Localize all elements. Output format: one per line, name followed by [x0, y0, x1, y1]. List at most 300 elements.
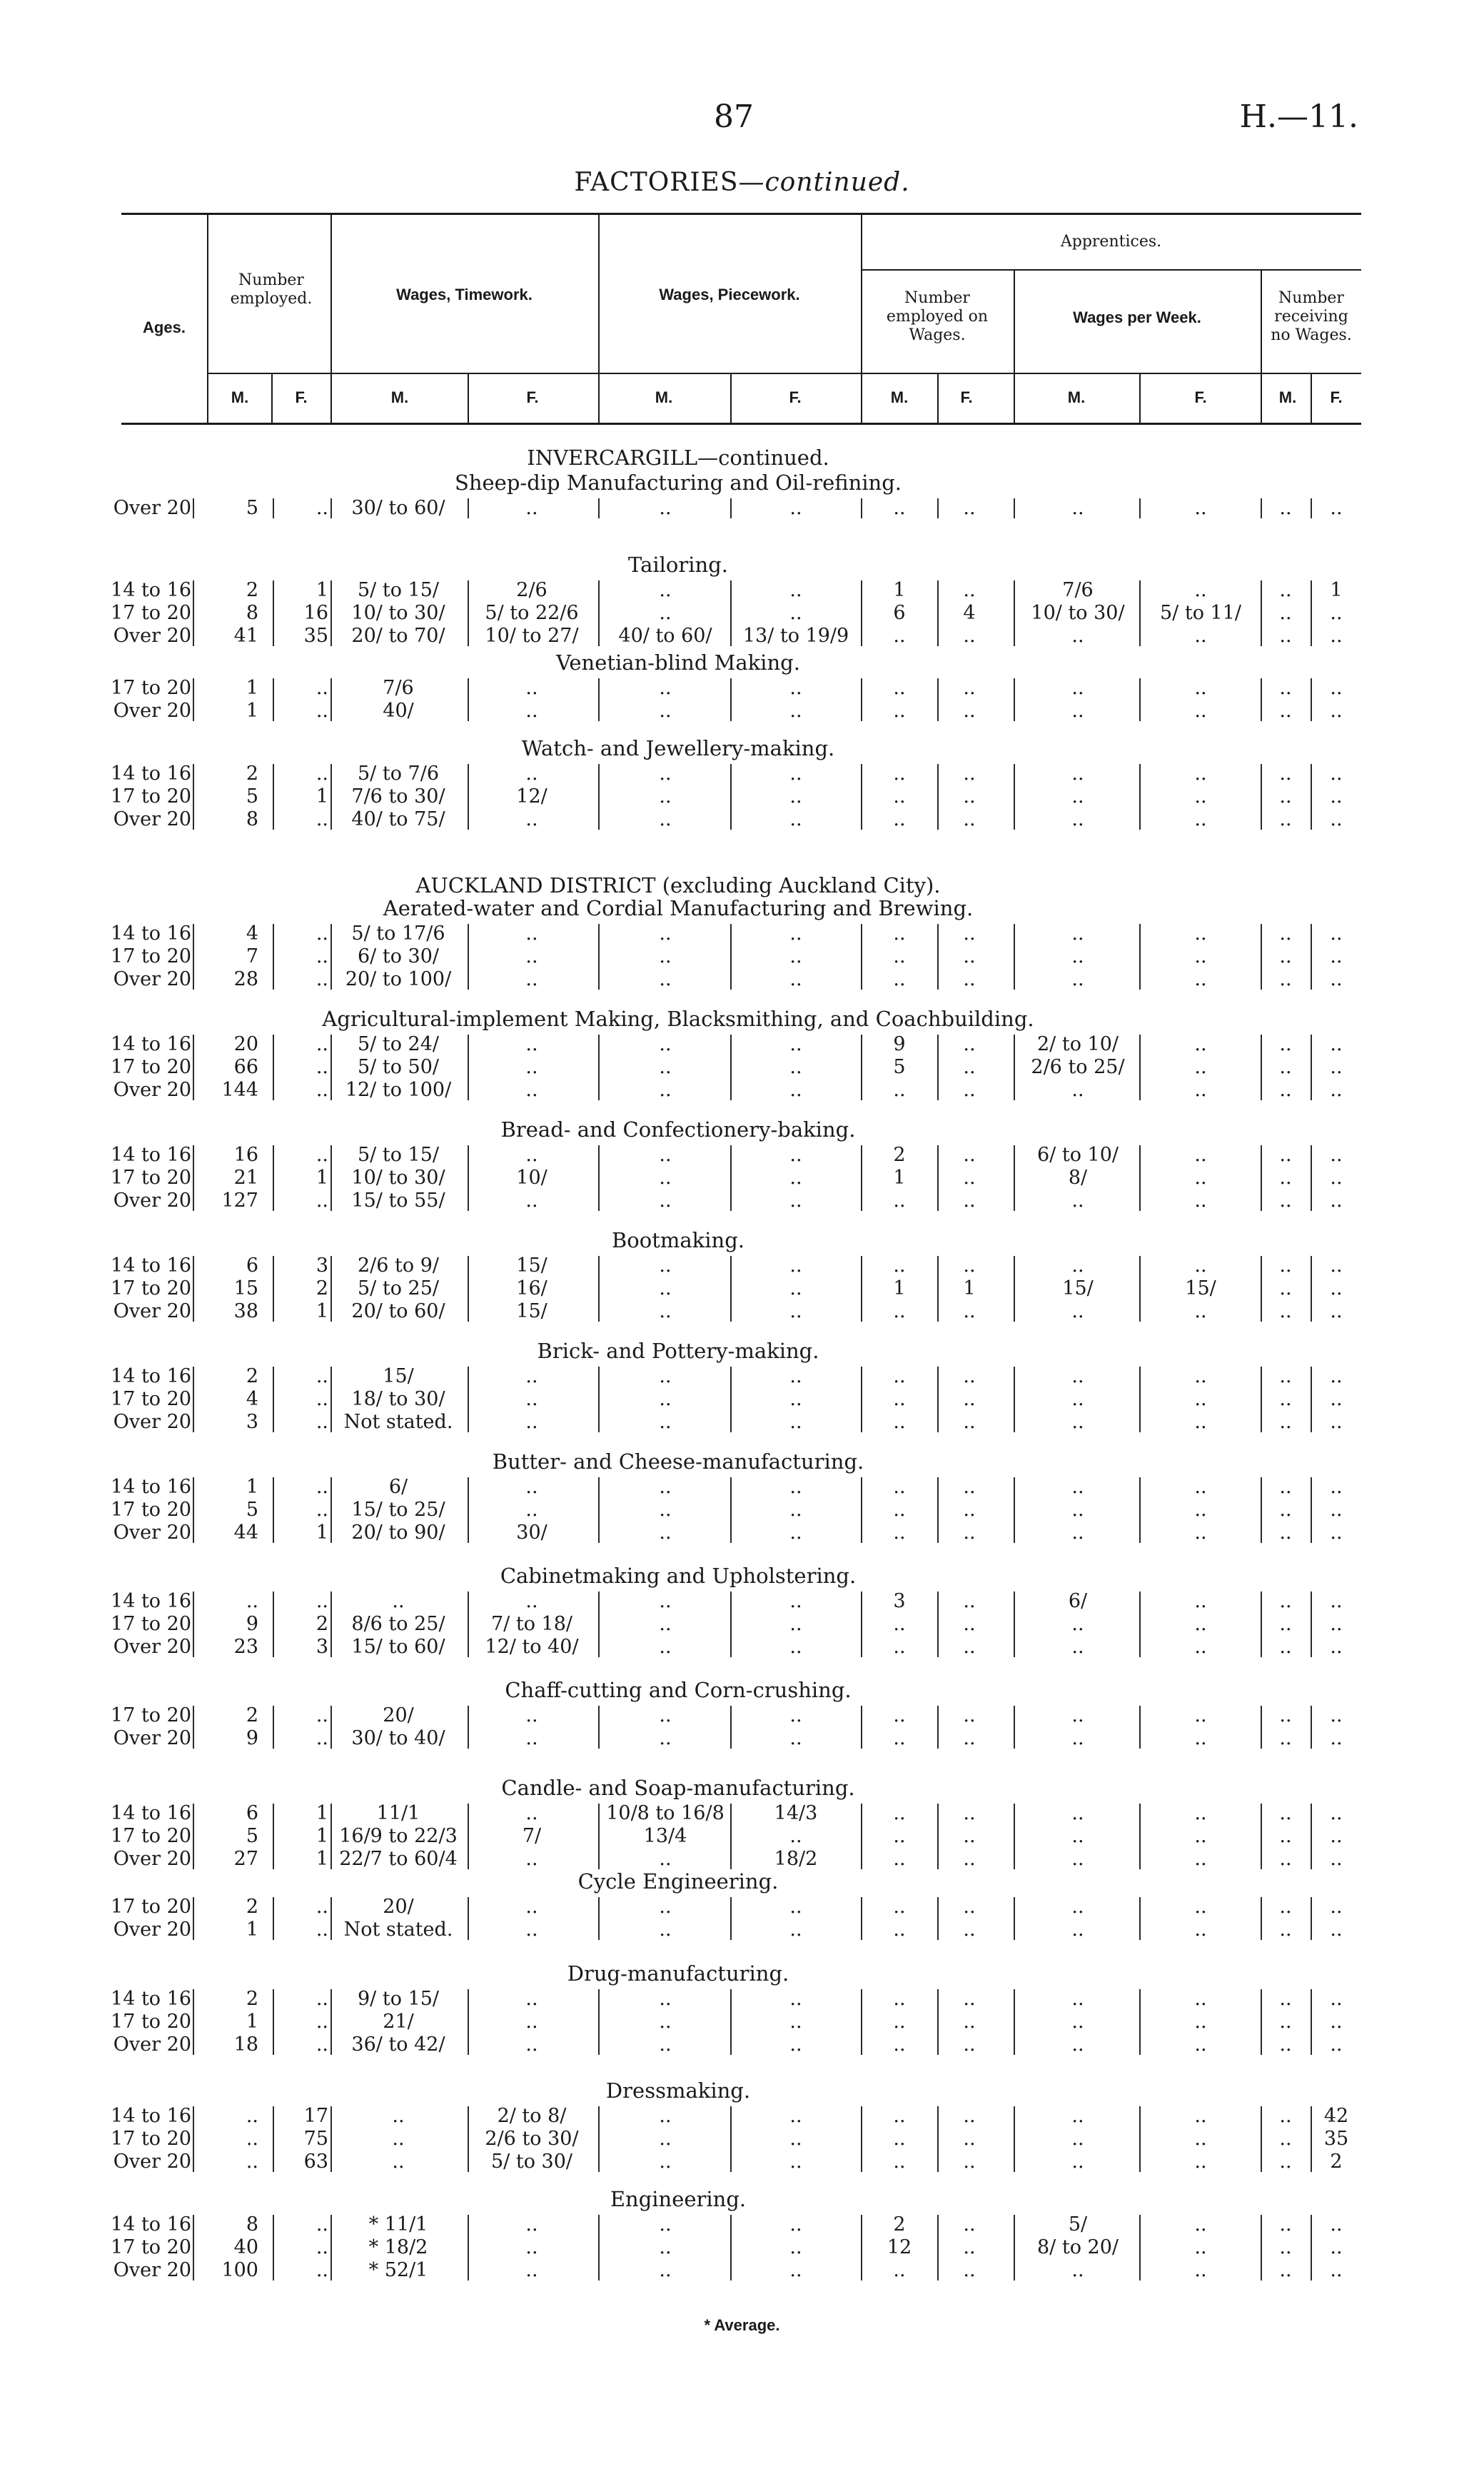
table-cell: 9/ to 15/: [358, 1988, 439, 2010]
table-cell: 1: [316, 1167, 328, 1189]
table-cell: 6/ to 10/: [1037, 1144, 1119, 1166]
table-cell: ..: [893, 808, 906, 830]
table-cell: 6: [246, 1802, 258, 1824]
table-cell: 1: [963, 1277, 976, 1299]
column-rule: [1014, 580, 1015, 646]
table-row: [0, 1896, 1399, 1919]
col-sub-f: F.: [1330, 388, 1343, 406]
table-cell: 8/6 to 25/: [351, 1613, 445, 1635]
table-row: [0, 1802, 1399, 1825]
table-cell: ..: [789, 945, 802, 967]
column-rule: [1139, 1256, 1141, 1322]
table-cell: 20/ to 60/: [351, 1300, 445, 1322]
table-cell: ..: [659, 1704, 672, 1726]
column-rule: [861, 1035, 862, 1100]
table-cell: ..: [1279, 2128, 1292, 2150]
table-row: [0, 1254, 1399, 1277]
table-cell: ..: [316, 1590, 328, 1612]
table-row: [0, 2236, 1399, 2259]
table-cell: ..: [659, 1896, 672, 1918]
table-cell: ..: [1279, 2011, 1292, 2033]
table-cell: ..: [659, 1167, 672, 1189]
table-cell: ..: [789, 1254, 802, 1277]
table-cell: ..: [392, 1590, 405, 1612]
age-cell: 14 to 16: [111, 1988, 191, 2010]
table-cell: 15/: [516, 1300, 547, 1322]
table-cell: ..: [1279, 625, 1292, 647]
table-cell: ..: [1194, 1988, 1207, 2010]
table-cell: 1: [246, 2011, 258, 2033]
age-cell: 17 to 20: [111, 1613, 191, 1635]
table-cell: ..: [963, 2236, 976, 2258]
age-cell: Over 20: [113, 2151, 191, 2173]
table-cell: ..: [1194, 677, 1207, 699]
table-cell: ..: [316, 1988, 328, 2010]
table-row: [0, 763, 1399, 785]
column-rule: [1311, 1367, 1312, 1432]
column-rule: [1261, 924, 1262, 990]
table-cell: ..: [525, 1056, 538, 1078]
table-row: [0, 700, 1399, 723]
table-row: [0, 1411, 1399, 1434]
table-cell: ..: [525, 1590, 538, 1612]
column-rule: [1139, 1035, 1141, 1100]
table-cell: 5: [246, 497, 258, 519]
column-rule: [1139, 1804, 1141, 1869]
table-cell: ..: [525, 945, 538, 967]
table-cell: ..: [893, 1988, 906, 2010]
col-header-app-wages-week: Wages per Week.: [1073, 308, 1201, 326]
table-cell: ..: [316, 1365, 328, 1387]
table-cell: ..: [893, 2259, 906, 2281]
column-rule: [273, 1035, 274, 1100]
table-cell: ..: [525, 808, 538, 830]
table-cell: ..: [1279, 1144, 1292, 1166]
table-cell: 5/ to 22/6: [485, 602, 579, 624]
table-cell: ..: [1071, 1919, 1084, 1941]
table-cell: ..: [963, 968, 976, 990]
table-cell: ..: [1330, 1848, 1343, 1870]
table-cell: ..: [316, 1896, 328, 1918]
table-cell: ..: [893, 1727, 906, 1749]
table-cell: ..: [1330, 1365, 1343, 1387]
table-cell: 16/9 to 22/3: [339, 1825, 458, 1847]
table-cell: ..: [659, 2213, 672, 2236]
column-rule: [1311, 1897, 1312, 1940]
table-cell: ..: [392, 2105, 405, 2127]
age-cell: 14 to 16: [111, 579, 191, 601]
table-cell: 40/ to 60/: [618, 625, 712, 647]
table-cell: ..: [1330, 1388, 1343, 1410]
table-row: [0, 1167, 1399, 1190]
age-cell: 14 to 16: [111, 1144, 191, 1166]
header-divider: [271, 373, 273, 423]
table-cell: Not stated.: [343, 1411, 453, 1433]
column-rule: [937, 580, 939, 646]
table-cell: ..: [1194, 2128, 1207, 2150]
table-cell: ..: [1279, 1636, 1292, 1658]
column-rule: [273, 1706, 274, 1749]
table-cell: 20/ to 100/: [345, 968, 452, 990]
table-cell: 30/ to 60/: [351, 497, 445, 519]
column-rule: [1311, 1592, 1312, 1657]
col-header-wages-piecework: Wages, Piecework.: [659, 286, 800, 303]
column-rule: [861, 1989, 862, 2055]
table-cell: ..: [1330, 1825, 1343, 1847]
table-cell: ..: [963, 1802, 976, 1824]
table-cell: ..: [963, 497, 976, 519]
table-cell: ..: [1194, 1411, 1207, 1433]
table-cell: ..: [893, 1411, 906, 1433]
age-cell: Over 20: [113, 1636, 191, 1658]
age-cell: 14 to 16: [111, 2105, 191, 2127]
table-cell: ..: [1194, 625, 1207, 647]
table-cell: ..: [789, 1056, 802, 1078]
page-title-text: FACTORIES: [574, 168, 739, 197]
table-cell: ..: [659, 1365, 672, 1387]
table-cell: ..: [1071, 1802, 1084, 1824]
table-cell: 35: [303, 625, 328, 647]
table-cell: ..: [1194, 1896, 1207, 1918]
table-cell: 1: [246, 1919, 258, 1941]
table-cell: 12/: [516, 785, 547, 808]
table-cell: ..: [1071, 2151, 1084, 2173]
column-rule: [937, 764, 939, 830]
table-cell: ..: [789, 1727, 802, 1749]
column-rule: [1139, 1989, 1141, 2055]
table-cell: ..: [1279, 1522, 1292, 1544]
table-cell: ..: [893, 785, 906, 808]
table-cell: ..: [659, 700, 672, 722]
column-rule: [730, 678, 732, 721]
table-cell: 30/: [516, 1522, 547, 1544]
column-rule: [937, 924, 939, 990]
age-cell: Over 20: [113, 1411, 191, 1433]
table-cell: ..: [1330, 497, 1343, 519]
table-cell: ..: [789, 2213, 802, 2236]
age-cell: 14 to 16: [111, 1590, 191, 1612]
column-rule: [468, 498, 469, 518]
table-cell: 66: [233, 1056, 258, 1078]
table-cell: ..: [659, 1476, 672, 1498]
column-rule: [730, 924, 732, 990]
table-cell: ..: [392, 2151, 405, 2173]
table-cell: ..: [789, 677, 802, 699]
table-cell: 5: [246, 1825, 258, 1847]
column-rule: [1014, 1706, 1015, 1749]
column-rule: [1014, 1989, 1015, 2055]
table-cell: 13/4: [643, 1825, 687, 1847]
table-cell: 3: [246, 1411, 258, 1433]
table-cell: ..: [525, 1079, 538, 1101]
column-rule: [730, 1367, 732, 1432]
table-cell: 5/ to 15/: [358, 1144, 439, 1166]
table-cell: 1: [893, 579, 906, 601]
table-cell: ..: [1071, 1476, 1084, 1498]
table-cell: ..: [789, 1988, 802, 2010]
column-rule: [730, 498, 732, 518]
table-cell: ..: [1330, 1522, 1343, 1544]
column-rule: [330, 1145, 332, 1211]
header-divider: [1014, 269, 1015, 423]
table-row: [0, 1590, 1399, 1613]
table-cell: ..: [1330, 2011, 1343, 2033]
column-rule: [468, 1035, 469, 1100]
column-rule: [598, 1989, 600, 2055]
table-cell: ..: [659, 1033, 672, 1055]
table-cell: 10/ to 27/: [485, 625, 579, 647]
table-cell: ..: [1330, 1704, 1343, 1726]
table-cell: 5/: [1068, 2213, 1088, 2236]
table-cell: ..: [1194, 2236, 1207, 2258]
table-cell: ..: [789, 1704, 802, 1726]
table-cell: ..: [789, 922, 802, 945]
table-cell: ..: [1279, 1277, 1292, 1299]
table-cell: 8: [246, 2213, 258, 2236]
table-cell: ..: [1330, 1802, 1343, 1824]
table-cell: 1: [316, 1300, 328, 1322]
table-cell: 10/8 to 16/8: [606, 1802, 725, 1824]
table-cell: ..: [1279, 2033, 1292, 2056]
table-cell: ..: [659, 579, 672, 601]
table-cell: ..: [316, 2213, 328, 2236]
table-cell: ..: [893, 1825, 906, 1847]
table-cell: ..: [1279, 1056, 1292, 1078]
table-cell: ..: [1194, 1825, 1207, 1847]
column-rule: [937, 498, 939, 518]
table-cell: 2/6: [516, 579, 547, 601]
column-rule: [1014, 1804, 1015, 1869]
table-cell: ..: [893, 2151, 906, 2173]
table-cell: ..: [963, 1848, 976, 1870]
col-header-number-employed: Number employed.: [230, 271, 313, 308]
age-cell: Over 20: [113, 1079, 191, 1101]
col-sub-m: M.: [231, 388, 249, 406]
table-cell: ..: [1279, 1079, 1292, 1101]
column-rule: [1139, 498, 1141, 518]
column-rule: [330, 498, 332, 518]
column-rule: [1014, 1035, 1015, 1100]
table-row: [0, 1825, 1399, 1848]
column-rule: [598, 2106, 600, 2172]
table-cell: ..: [1194, 1613, 1207, 1635]
table-cell: ..: [525, 1919, 538, 1941]
table-cell: 16: [233, 1144, 258, 1166]
table-cell: ..: [1279, 1167, 1292, 1189]
table-cell: 63: [303, 2151, 328, 2173]
table-cell: ..: [963, 1056, 976, 1078]
table-row: [0, 1388, 1399, 1411]
column-rule: [861, 2106, 862, 2172]
table-cell: 7/6 to 30/: [351, 785, 445, 808]
age-cell: 17 to 20: [111, 602, 191, 624]
column-rule: [1139, 2215, 1141, 2281]
table-cell: ..: [659, 1988, 672, 2010]
table-cell: ..: [963, 1613, 976, 1635]
age-cell: 14 to 16: [111, 1476, 191, 1498]
table-cell: ..: [1071, 1411, 1084, 1433]
column-rule: [193, 1367, 194, 1432]
table-cell: ..: [893, 1848, 906, 1870]
table-cell: 5: [893, 1056, 906, 1078]
column-rule: [193, 678, 194, 721]
table-row: [0, 2011, 1399, 2033]
table-row: [0, 1988, 1399, 2011]
table-cell: 1: [316, 1522, 328, 1544]
table-cell: ..: [1071, 1300, 1084, 1322]
table-cell: ..: [525, 1190, 538, 1212]
table-cell: 2: [893, 2213, 906, 2236]
column-rule: [861, 1592, 862, 1657]
column-rule: [937, 1477, 939, 1543]
table-cell: ..: [1279, 1919, 1292, 1941]
table-cell: 38: [233, 1300, 258, 1322]
column-rule: [598, 1592, 600, 1657]
table-cell: ..: [316, 497, 328, 519]
footnote: * Average.: [704, 2316, 780, 2334]
table-cell: ..: [659, 1613, 672, 1635]
column-rule: [193, 1897, 194, 1940]
table-cell: ..: [963, 1499, 976, 1521]
table-cell: 2: [246, 763, 258, 785]
table-cell: 15/: [1185, 1277, 1216, 1299]
table-cell: ..: [1071, 808, 1084, 830]
age-cell: Over 20: [113, 808, 191, 830]
document-reference: H.—11.: [1239, 99, 1358, 135]
age-cell: Over 20: [113, 497, 191, 519]
table-cell: 22/7 to 60/4: [339, 1848, 458, 1870]
table-cell: ..: [963, 1825, 976, 1847]
column-rule: [937, 2106, 939, 2172]
table-cell: ..: [1194, 1499, 1207, 1521]
header-divider: [598, 213, 600, 423]
age-cell: 17 to 20: [111, 2011, 191, 2033]
table-cell: 20: [233, 1033, 258, 1055]
table-cell: ..: [893, 2033, 906, 2056]
table-cell: ..: [789, 497, 802, 519]
table-cell: 2: [246, 579, 258, 601]
table-cell: ..: [1279, 1033, 1292, 1055]
table-cell: ..: [1071, 1636, 1084, 1658]
table-cell: ..: [1330, 625, 1343, 647]
table-cell: ..: [1330, 1499, 1343, 1521]
column-rule: [1311, 1989, 1312, 2055]
table-cell: ..: [789, 1476, 802, 1498]
column-rule: [730, 2106, 732, 2172]
table-cell: 15/: [1062, 1277, 1094, 1299]
col-sub-f: F.: [1194, 388, 1207, 406]
table-cell: ..: [963, 1727, 976, 1749]
table-row: [0, 1033, 1399, 1056]
table-cell: ..: [659, 677, 672, 699]
table-cell: ..: [1279, 968, 1292, 990]
table-cell: ..: [893, 1300, 906, 1322]
column-rule: [1139, 1592, 1141, 1657]
table-cell: 2/6 to 9/: [358, 1254, 439, 1277]
column-rule: [1311, 764, 1312, 830]
table-cell: ..: [1194, 2105, 1207, 2127]
header-divider: [730, 373, 732, 423]
table-row: [0, 1476, 1399, 1499]
table-cell: 5/ to 11/: [1160, 602, 1241, 624]
column-rule: [598, 1367, 600, 1432]
table-cell: ..: [659, 1919, 672, 1941]
column-rule: [468, 924, 469, 990]
column-rule: [273, 2215, 274, 2281]
column-rule: [1311, 924, 1312, 990]
table-row: [0, 1848, 1399, 1871]
column-rule: [598, 580, 600, 646]
table-cell: ..: [1279, 1704, 1292, 1726]
header-rule-bottom: [121, 423, 1361, 425]
table-cell: ..: [1194, 1590, 1207, 1612]
table-cell: ..: [893, 1388, 906, 1410]
table-cell: ..: [659, 2011, 672, 2033]
table-cell: ..: [659, 1848, 672, 1870]
section-title: Engineering.: [610, 2187, 747, 2211]
table-cell: ..: [789, 763, 802, 785]
table-cell: ..: [1279, 677, 1292, 699]
table-cell: ..: [1330, 808, 1343, 830]
table-cell: ..: [1071, 1896, 1084, 1918]
table-cell: 2: [246, 1365, 258, 1387]
table-cell: ..: [963, 2259, 976, 2281]
table-row: [0, 497, 1399, 520]
table-cell: 41: [233, 625, 258, 647]
column-rule: [1014, 1897, 1015, 1940]
table-cell: ..: [789, 1365, 802, 1387]
column-rule: [330, 1706, 332, 1749]
column-rule: [1261, 1592, 1262, 1657]
table-cell: ..: [789, 1300, 802, 1322]
col-sub-f: F.: [789, 388, 802, 406]
table-row: [0, 785, 1399, 808]
table-cell: ..: [659, 922, 672, 945]
column-rule: [598, 678, 600, 721]
table-cell: ..: [1071, 700, 1084, 722]
table-cell: ..: [893, 945, 906, 967]
table-cell: ..: [316, 1704, 328, 1726]
table-cell: ..: [893, 625, 906, 647]
column-rule: [1139, 1477, 1141, 1543]
table-cell: 2: [893, 1144, 906, 1166]
table-cell: 3: [893, 1590, 906, 1612]
table-cell: 10/ to 30/: [351, 1167, 445, 1189]
table-cell: ..: [1330, 1254, 1343, 1277]
table-cell: ..: [1071, 497, 1084, 519]
table-cell: ..: [659, 2128, 672, 2150]
column-rule: [598, 924, 600, 990]
age-cell: Over 20: [113, 1848, 191, 1870]
table-cell: ..: [789, 1825, 802, 1847]
table-cell: ..: [525, 1388, 538, 1410]
table-cell: 6/: [388, 1476, 408, 1498]
page-title-suffix: —continued.: [738, 168, 910, 197]
table-cell: ..: [789, 1388, 802, 1410]
table-cell: ..: [1279, 1499, 1292, 1521]
section-title: Drug-manufacturing.: [567, 1961, 789, 1986]
table-cell: ..: [789, 1033, 802, 1055]
column-rule: [1261, 1256, 1262, 1322]
column-rule: [1261, 1989, 1262, 2055]
column-rule: [273, 1256, 274, 1322]
table-cell: ..: [963, 1365, 976, 1387]
table-cell: ..: [1330, 1988, 1343, 2010]
table-cell: ..: [525, 1988, 538, 2010]
table-cell: ..: [1194, 2011, 1207, 2033]
column-rule: [273, 498, 274, 518]
table-cell: ..: [525, 1704, 538, 1726]
